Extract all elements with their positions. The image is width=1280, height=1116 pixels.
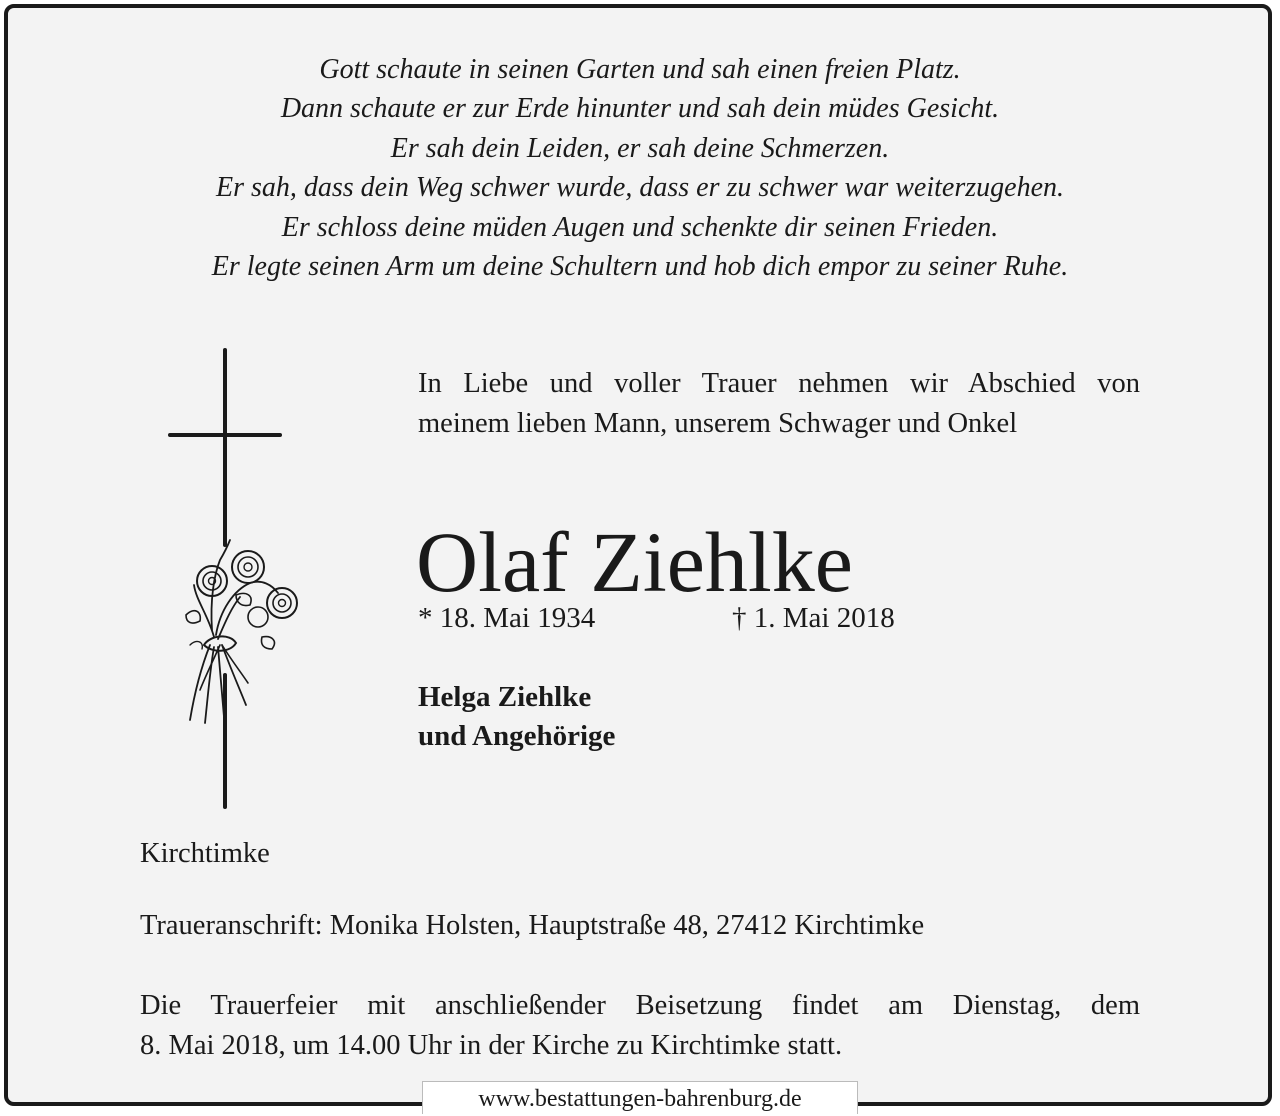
poem-line: Er schloss deine müden Augen und schenkte dir seinen Frieden.	[281, 211, 999, 243]
life-dates	[418, 600, 895, 636]
mourner-line: und Angehörige	[418, 720, 616, 752]
poem-line: Dann schaute er zur Erde hinunter und sah dein müdes Gesicht.	[280, 93, 1000, 125]
mourners	[418, 678, 615, 756]
intro-text	[418, 364, 1140, 444]
mourner-line: Helga Ziehlke	[418, 681, 592, 713]
death-date: † 1. Mai 2018	[732, 602, 895, 634]
poem-line: Er sah, dass dein Weg schwer wurde, dass er zu schwer war weiterzugehen.	[215, 172, 1064, 204]
poem	[0, 50, 1280, 286]
ceremony-line: 8. Mai 2018, um 14.00 Uhr in der Kirche zu Kirchtimke statt.	[140, 1030, 843, 1061]
poem-line: Gott schaute in seinen Garten und sah einen freien Platz.	[319, 54, 961, 85]
cross-with-flowers-icon	[150, 345, 310, 815]
ceremony-line: Die Trauerfeier mit anschließender Beisetzung findet am Dienstag, dem	[140, 990, 1140, 1021]
deceased-name: Olaf Ziehlke	[416, 514, 853, 610]
birth-date: * 18. Mai 1934	[418, 602, 596, 634]
intro-line: In Liebe und voller Trauer nehmen wir Abschied von	[418, 368, 1140, 399]
poem-line: Er sah dein Leiden, er sah deine Schmerzen.	[390, 132, 890, 164]
poem-line: Er legte seinen Arm um deine Schultern und hob dich empor zu seiner Ruhe.	[211, 251, 1069, 283]
ceremony-notice	[140, 986, 1140, 1066]
intro-line: meinem lieben Mann, unserem Schwager und Onkel	[418, 408, 1018, 439]
mourning-address: Traueranschrift: Monika Holsten, Hauptstraße 48, 27412 Kirchtimke	[140, 910, 925, 941]
website-link[interactable]: www.bestattungen-bahrenburg.de	[422, 1081, 858, 1114]
place-name: Kirchtimke	[140, 838, 270, 869]
